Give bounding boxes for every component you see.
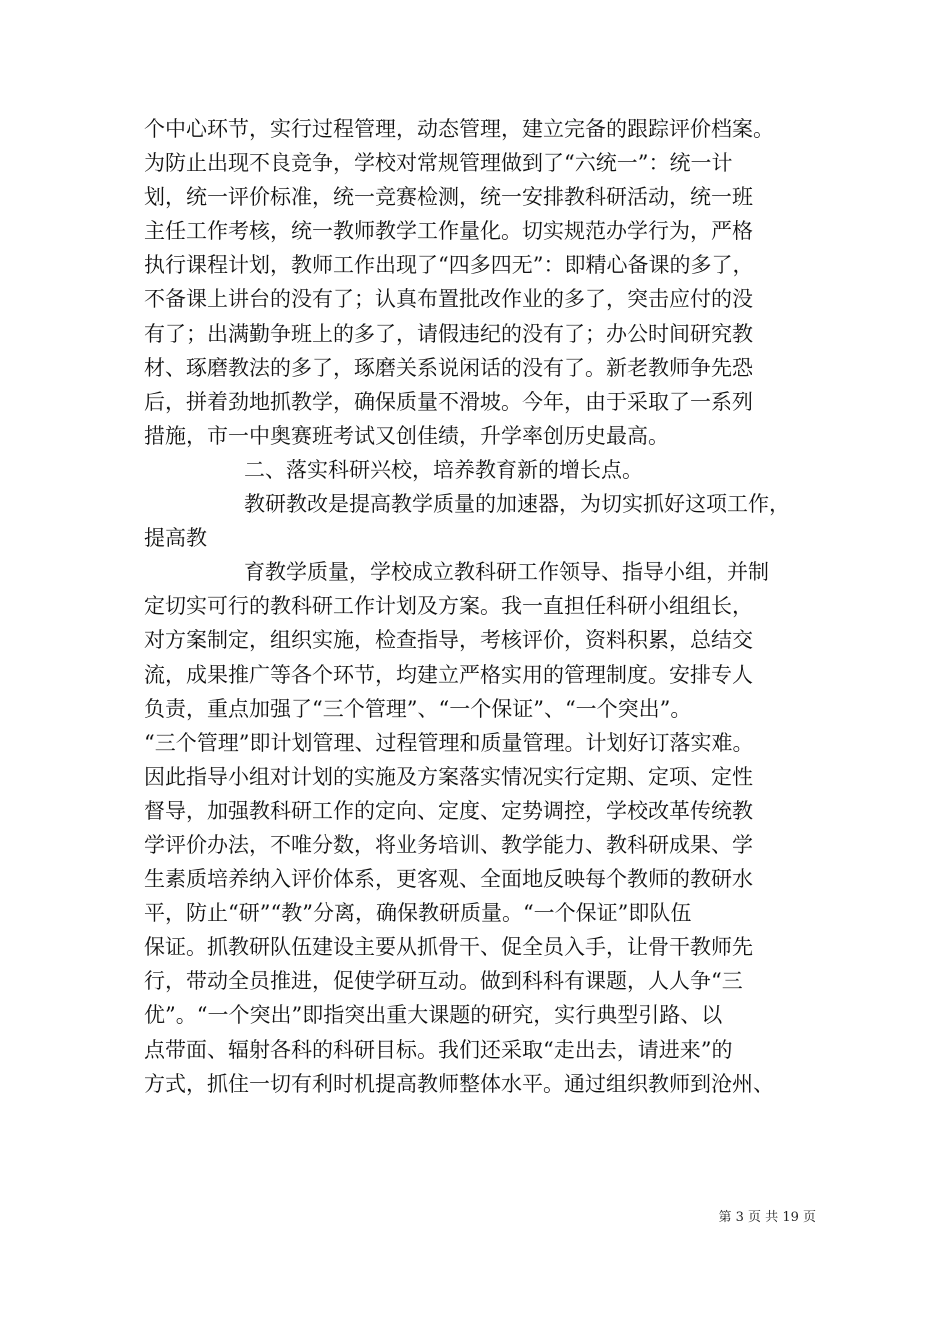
text-line: 后，拼着劲地抓教学，确保质量不滑坡。今年，由于采取了一系列 xyxy=(144,389,753,414)
text-line: 材、琢磨教法的多了，琢磨关系说闲话的没有了。新老教师争先恐 xyxy=(144,355,753,380)
text-line: 保证。抓教研队伍建设主要从抓骨干、促全员入手，让骨干教师先 xyxy=(144,935,753,960)
page-number-footer: 第 3 页 共 19 页 xyxy=(718,1210,816,1225)
text-line: 负责，重点加强了“三个管理”、“一个保证”、“一个突出”。 xyxy=(144,696,692,721)
text-line: 方式，抓住一切有利时机提高教师整体水平。通过组织教师到沧州、 xyxy=(144,1071,774,1096)
text-line: 措施，市一中奥赛班考试又创佳绩，升学率创历史最高。 xyxy=(144,423,669,448)
text-line: “三个管理”即计划管理、过程管理和质量管理。计划好订落实难。 xyxy=(144,730,754,755)
text-line: 平，防止“研”“教”分离，确保教研质量。“一个保证”即队伍 xyxy=(144,901,692,926)
text-line: 因此指导小组对计划的实施及方案落实情况实行定期、定项、定性 xyxy=(144,764,753,789)
text-line: 提高教 xyxy=(144,526,207,551)
text-line: 流，成果推广等各个环节，均建立严格实用的管理制度。安排专人 xyxy=(144,662,753,687)
text-line: 点带面、辐射各科的科研目标。我们还采取“走出去，请进来”的 xyxy=(144,1037,733,1062)
text-line: 生素质培养纳入评价体系，更客观、全面地反映每个教师的教研水 xyxy=(144,867,753,892)
text-line: 主任工作考核，统一教师教学工作量化。切实规范办学行为，严格 xyxy=(144,219,753,244)
text-line: 定切实可行的教科研工作计划及方案。我一直担任科研小组组长， xyxy=(144,594,753,619)
text-line: 行，带动全员推进，促使学研互动。做到科科有课题，人人争“三 xyxy=(144,969,743,994)
text-line: 育教学质量，学校成立教科研工作领导、指导小组，并制 xyxy=(244,560,769,585)
text-line: 优”。“一个突出”即指突出重大课题的研究，实行典型引路、以 xyxy=(144,1003,723,1028)
text-line: 执行课程计划，教师工作出现了“四多四无”：即精心备课的多了， xyxy=(144,253,754,278)
text-line: 对方案制定，组织实施，检查指导，考核评价，资料积累，总结交 xyxy=(144,628,753,653)
text-line: 划，统一评价标准，统一竞赛检测，统一安排教科研活动，统一班 xyxy=(144,185,753,210)
text-line: 有了；出满勤争班上的多了，请假违纪的没有了；办公时间研究教 xyxy=(144,321,753,346)
text-line: 为防止出现不良竞争，学校对常规管理做到了“六统一”：统一计 xyxy=(144,151,733,176)
text-line: 督导，加强教科研工作的定向、定度、定势调控，学校改革传统教 xyxy=(144,798,753,823)
text-line: 学评价办法，不唯分数，将业务培训、教学能力、教科研成果、学 xyxy=(144,832,753,857)
text-line: 不备课上讲台的没有了；认真布置批改作业的多了，突击应付的没 xyxy=(144,287,753,312)
text-line: 教研教改是提高教学质量的加速器，为切实抓好这项工作， xyxy=(244,492,790,517)
body-text xyxy=(144,112,816,1101)
section-heading: 二、落实科研兴校，培养教育新的增长点。 xyxy=(244,457,643,482)
text-line: 个中心环节，实行过程管理，动态管理，建立完备的跟踪评价档案。 xyxy=(144,117,774,141)
